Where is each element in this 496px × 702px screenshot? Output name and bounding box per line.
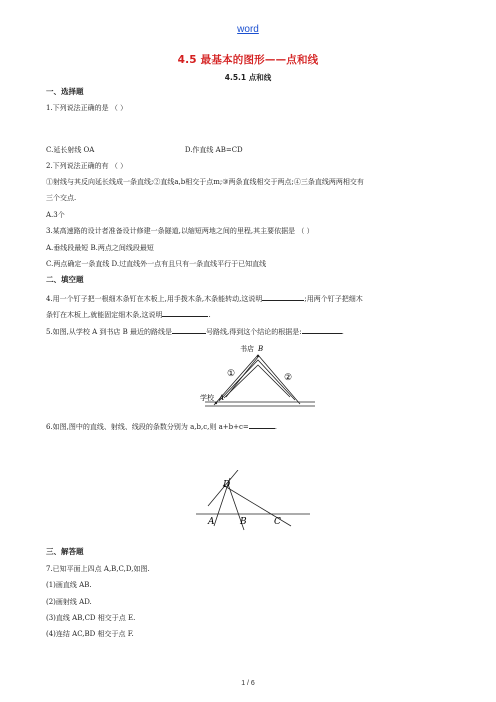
q4-text-part4: . (208, 311, 211, 319)
q2-body-line2: 三个交点. (46, 194, 77, 202)
q4-text-part3: 条钉在木板上,就能固定细木条,这说明 (46, 311, 163, 319)
section-choice-heading: 一、选择题 (46, 87, 84, 96)
q3-options-ab: A.垂线段最短 B.两点之间线段最短 (46, 244, 154, 252)
section-fill-heading: 二、填空题 (46, 275, 84, 284)
q7-item-4: (4)连结 AC,BD 相交于点 F. (46, 630, 134, 638)
q4-blank-1 (262, 292, 304, 301)
fig5-school-label: 学校 (200, 394, 214, 402)
q1-option-d: D.作直线 AB=CD (184, 146, 243, 154)
section-answer-heading: 三、解答题 (46, 547, 84, 556)
fig6-point-d: D (223, 480, 231, 490)
q6-line (46, 420, 456, 432)
q4-line1 (46, 292, 456, 304)
fig6-point-a: A (208, 517, 215, 527)
q6-text-part1: 6.如图,图中的直线、射线、线段的条数分别为 a,b,c,则 a+b+c= (46, 423, 249, 431)
q7-item-2: (2)画射线 AD. (46, 598, 92, 606)
q5-line (46, 325, 456, 337)
q5-text-part2: 号路线,得到这个结论的根据是: (206, 328, 302, 336)
page-subtitle: 4.5.1 点和线 (224, 73, 272, 82)
q3-options-cd: C.两点确定一条直线 D.过直线外一点有且只有一条直线平行于已知直线 (46, 260, 267, 268)
q5-blank-2 (302, 325, 342, 334)
q3-stem: 3.某高速路的设计者准备设计修建一条隧道,以缩短两地之间的里程,其主要依据是 （ ） (46, 227, 314, 235)
q7-stem: 7.已知平面上四点 A,B,C,D,如图. (46, 565, 150, 573)
page-title: 4.5 最基本的图形——点和线 (177, 54, 319, 66)
page-number: 1 / 6 (241, 680, 255, 687)
q1-stem: 1.下列说法正确的是 （ ） (46, 104, 128, 112)
fig5-point-b: B (258, 345, 264, 353)
fig5-dot-b (257, 355, 259, 357)
fig6-point-c: C (274, 517, 281, 527)
fig5-route2-label: ② (284, 373, 293, 383)
q5-blank-1 (172, 325, 206, 334)
q7-item-3: (3)直线 AB,CD 相交于点 E. (46, 614, 136, 622)
q5-text-part1: 5.如图,从学校 A 到书店 B 最近的路线是 (46, 328, 173, 336)
fig5-point-a: A (219, 394, 225, 402)
q5-route-figure (200, 340, 320, 412)
fig5-route1-label: ① (227, 369, 236, 379)
q1-options-cd (46, 145, 456, 155)
q6-text-part2: . (274, 423, 278, 431)
q5-text-part3: . (341, 328, 344, 336)
q6-blank (249, 420, 278, 431)
q7-item-1: (1)画直线 AB. (46, 581, 92, 589)
q4-line2 (46, 308, 456, 320)
fig5-store-label: 书店 (240, 345, 254, 353)
q4-blank-2 (162, 308, 211, 319)
q1-option-c: C.延长射线 OA (46, 146, 95, 154)
q2-option-a: A.3个 (46, 211, 65, 219)
q6-lines-figure (188, 470, 318, 532)
header-word-link[interactable]: word (237, 24, 259, 35)
fig6-point-b: B (240, 517, 247, 527)
q2-stem: 2.下列说法正确的有 （ ） (46, 162, 128, 170)
fig5-dot-a (215, 402, 217, 404)
q2-body-line1: ①射线与其反向延长线成一条直线;②直线a,b相交于点m;③两条直线相交于两点;④三条直线两两相交有 (46, 178, 364, 186)
q4-text-part1: 4.用一个钉子把一根细木条钉在木板上,用手拨木条,木条能转动,这说明 (46, 295, 263, 303)
q4-text-part2: ;用两个钉子把细木 (304, 295, 363, 303)
